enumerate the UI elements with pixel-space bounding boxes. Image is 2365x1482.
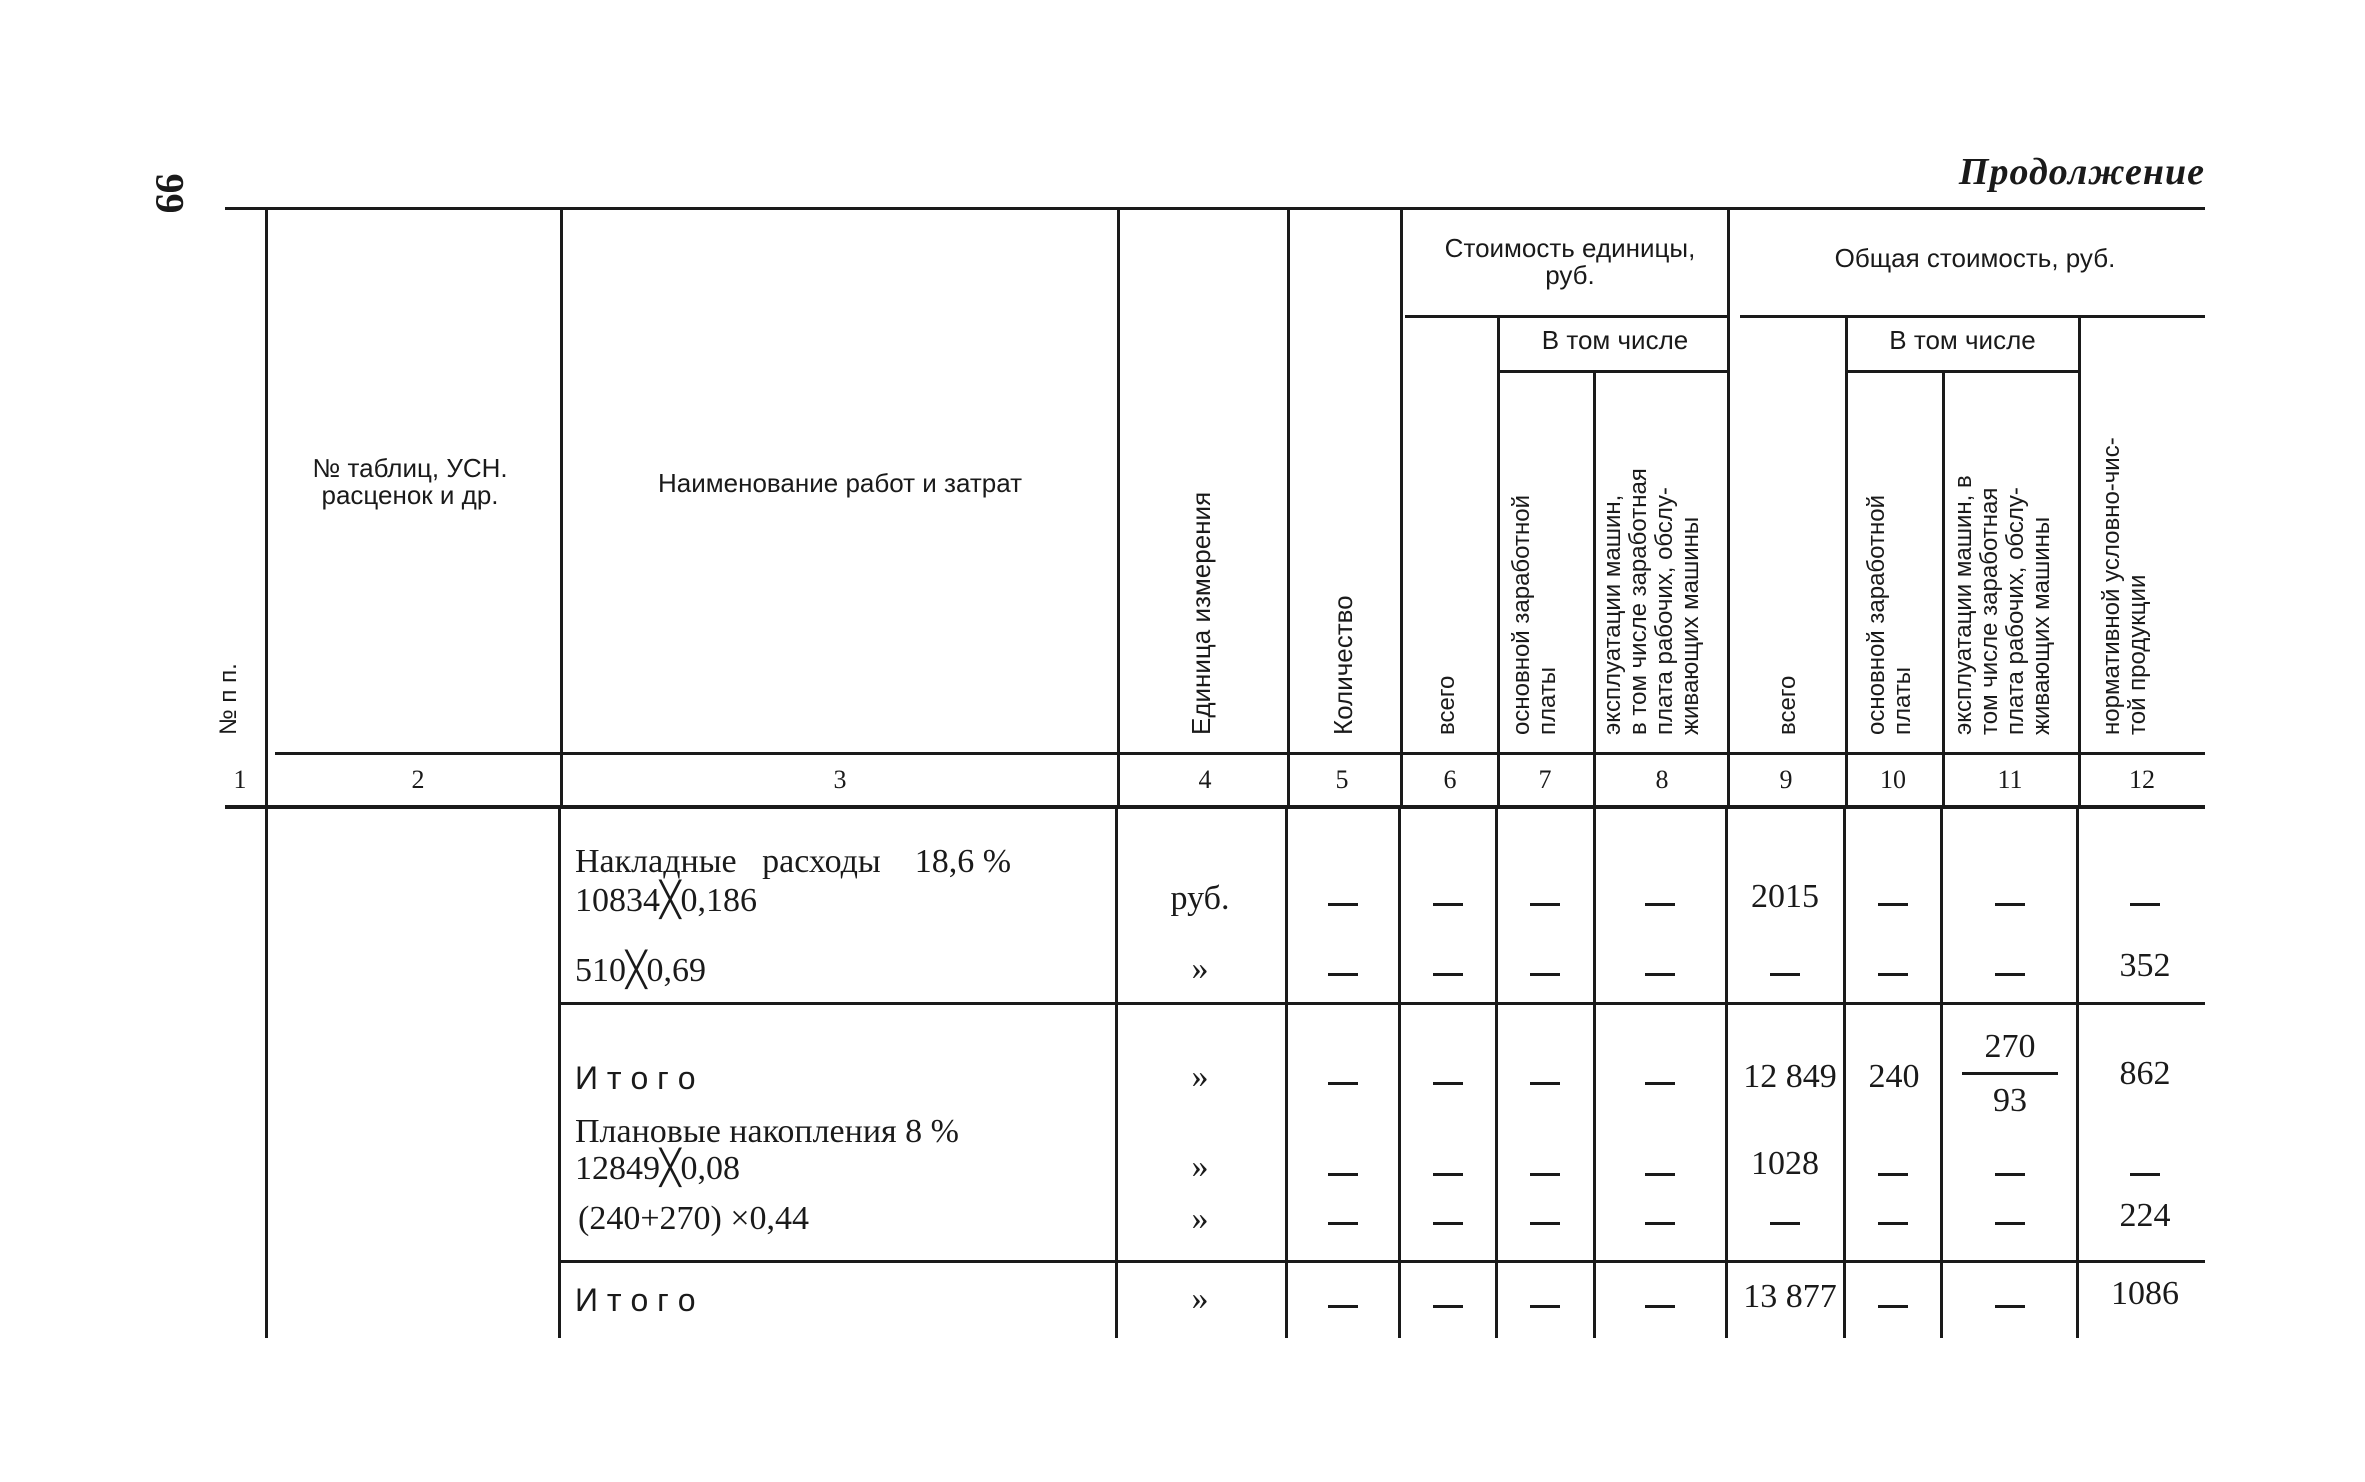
vline-4 (1287, 210, 1290, 805)
body-vline-3 (1115, 808, 1118, 1338)
vline-7 (1593, 372, 1596, 805)
colnum-3: 3 (833, 765, 847, 794)
header-row-number: № п п. (215, 663, 242, 735)
colnum-6: 6 (1443, 765, 1457, 794)
empty-cell-dash (1878, 1173, 1908, 1176)
total-including-rule (1848, 370, 2078, 373)
empty-cell-dash (1645, 1222, 1675, 1225)
row1-name-line1: Накладные расходы 18,6 % (575, 843, 1012, 880)
header-normative-2: той продукции (2124, 574, 2151, 735)
body-vline-11 (2076, 808, 2079, 1338)
total-cost-group-rule (1740, 315, 2205, 318)
page-number: 99 (147, 173, 193, 214)
vline-8 (1727, 210, 1730, 805)
empty-cell-dash (1530, 1173, 1560, 1176)
empty-cell-dash (2130, 1173, 2160, 1176)
colnum-11: 11 (1997, 765, 2023, 794)
header-unit-machines-3: плата рабочих, обслу- (1651, 487, 1678, 735)
header-quantity: Количество (1328, 595, 1358, 735)
vline-6 (1497, 318, 1500, 805)
row2-unit: » (1191, 950, 1209, 987)
empty-cell-dash (1328, 1173, 1358, 1176)
empty-cell-dash (1328, 903, 1358, 906)
row4-total: 1028 (1751, 1145, 1819, 1182)
colnum-4: 4 (1198, 765, 1212, 794)
header-unit-total: всего (1433, 675, 1460, 735)
body-vline-1 (265, 808, 268, 1338)
subtotal-rule-1 (560, 1002, 2205, 1005)
vline-1 (265, 210, 268, 805)
body-vline-4 (1285, 808, 1288, 1338)
header-total-machines-3: плата рабочих, обслу- (2002, 487, 2029, 735)
header-unit-machines-4: живающих машины (1677, 516, 1704, 735)
body-vline-8 (1725, 808, 1728, 1338)
header-unit-machines-2: в том числе заработная (1625, 468, 1652, 735)
empty-cell-dash (1995, 1305, 2025, 1308)
empty-cell-dash (2130, 903, 2160, 906)
row3-total: 12 849 (1743, 1058, 1837, 1095)
row5-name: (240+270) ×0,44 (578, 1200, 809, 1237)
header-total-total: всего (1774, 675, 1801, 735)
header-unit-wage-2: платы (1534, 666, 1561, 735)
header-total-machines-2: том числе заработная (1976, 487, 2003, 735)
row1-unit: руб. (1170, 880, 1230, 917)
empty-cell-dash (1433, 973, 1463, 976)
top-rule (225, 207, 2205, 210)
empty-cell-dash (1645, 1082, 1675, 1085)
unit-including-rule (1500, 370, 1727, 373)
row5-normative: 224 (2119, 1197, 2171, 1234)
row1-total: 2015 (1751, 878, 1819, 915)
header-bottom-rule (275, 752, 2205, 755)
vline-10 (1942, 372, 1945, 805)
empty-cell-dash (1995, 903, 2025, 906)
empty-cell-dash (1530, 1222, 1560, 1225)
row6-normative: 1086 (2111, 1275, 2179, 1312)
row6-total: 13 877 (1743, 1278, 1837, 1315)
vline-9 (1845, 318, 1848, 805)
colnum-2: 2 (411, 765, 425, 794)
empty-cell-dash (1328, 1082, 1358, 1085)
empty-cell-dash (1995, 1173, 2025, 1176)
row4-name-line2: 12849╳0,08 (575, 1150, 740, 1187)
vline-3 (1117, 210, 1120, 805)
empty-cell-dash (1770, 973, 1800, 976)
row3-wage: 240 (1868, 1058, 1920, 1095)
unit-cost-group-rule (1405, 315, 1727, 318)
body-vline-5 (1398, 808, 1401, 1338)
empty-cell-dash (1328, 973, 1358, 976)
empty-cell-dash (1433, 1173, 1463, 1176)
empty-cell-dash (1433, 1305, 1463, 1308)
header-total-machines-4: живающих машины (2028, 516, 2055, 735)
empty-cell-dash (1433, 903, 1463, 906)
empty-cell-dash (1878, 973, 1908, 976)
vline-11 (2078, 318, 2081, 805)
empty-cell-dash (1645, 1305, 1675, 1308)
vline-2 (560, 210, 563, 805)
empty-cell-dash (1878, 903, 1908, 906)
row1-name-line2: 10834╳0,186 (575, 882, 757, 919)
empty-cell-dash (1995, 973, 2025, 976)
empty-cell-dash (1328, 1305, 1358, 1308)
colnum-9: 9 (1779, 765, 1793, 794)
header-unit-including: В том числе (1541, 325, 1689, 355)
row4-unit: » (1191, 1148, 1209, 1185)
row2-normative: 352 (2119, 947, 2171, 984)
empty-cell-dash (1433, 1222, 1463, 1225)
empty-cell-dash (1995, 1222, 2025, 1225)
empty-cell-dash (1530, 903, 1560, 906)
empty-cell-dash (1878, 1305, 1908, 1308)
empty-cell-dash (1645, 1173, 1675, 1176)
row3-normative: 862 (2119, 1055, 2171, 1092)
continuation-label: Продолжение (1958, 151, 2205, 193)
colnum-bottom-rule (225, 805, 2205, 809)
header-unit-machines-1: эксплуатации машин, (1599, 494, 1626, 735)
body-vline-6 (1495, 808, 1498, 1338)
header-work-name: Наименование работ и затрат (657, 468, 1022, 498)
empty-cell-dash (1433, 1082, 1463, 1085)
empty-cell-dash (1878, 1222, 1908, 1225)
row6-name: И т о г о (575, 1282, 696, 1318)
empty-cell-dash (1645, 973, 1675, 976)
colnum-10: 10 (1880, 765, 1906, 794)
header-normative-1: нормативной условно-чис- (2098, 437, 2125, 735)
body-vline-7 (1593, 808, 1596, 1338)
header-total-including: В том числе (1889, 325, 2036, 355)
row6-unit: » (1191, 1280, 1209, 1317)
header-total-cost-group: Общая стоимость, руб. (1834, 243, 2116, 273)
header-total-wage-1: основной заработной (1863, 495, 1890, 735)
colnum-7: 7 (1538, 765, 1552, 794)
header-unit-wage-1: основной заработной (1508, 495, 1535, 735)
row2-name: 510╳0,69 (575, 952, 706, 989)
empty-cell-dash (1530, 1305, 1560, 1308)
row3-unit: » (1191, 1058, 1209, 1095)
colnum-12: 12 (2129, 765, 2155, 794)
empty-cell-dash (1530, 1082, 1560, 1085)
colnum-5: 5 (1335, 765, 1349, 794)
header-table-numbers: № таблиц, УСН. расценок и др. (312, 453, 508, 511)
empty-cell-dash (1530, 973, 1560, 976)
row3-fraction-line (1962, 1072, 2058, 1075)
subtotal-rule-2 (560, 1260, 2205, 1263)
colnum-8: 8 (1655, 765, 1669, 794)
header-total-machines-1: эксплуатации машин, в (1950, 475, 1977, 735)
vline-5 (1400, 210, 1403, 805)
empty-cell-dash (1328, 1222, 1358, 1225)
header-unit-cost-group: Стоимость единицы, руб. (1444, 233, 1696, 291)
body-vline-10 (1940, 808, 1943, 1338)
row3-machines-top: 270 (1984, 1028, 2036, 1065)
header-total-wage-2: платы (1889, 666, 1916, 735)
row4-name-line1: Плановые накопления 8 % (575, 1113, 959, 1150)
empty-cell-dash (1770, 1222, 1800, 1225)
colnum-1: 1 (233, 765, 247, 794)
row3-name: И т о г о (575, 1060, 696, 1096)
body-vline-2 (558, 808, 561, 1338)
header-unit: Единица измерения (1186, 491, 1216, 735)
row5-unit: » (1191, 1200, 1209, 1237)
row3-machines-bottom: 93 (1993, 1082, 2027, 1119)
empty-cell-dash (1645, 903, 1675, 906)
